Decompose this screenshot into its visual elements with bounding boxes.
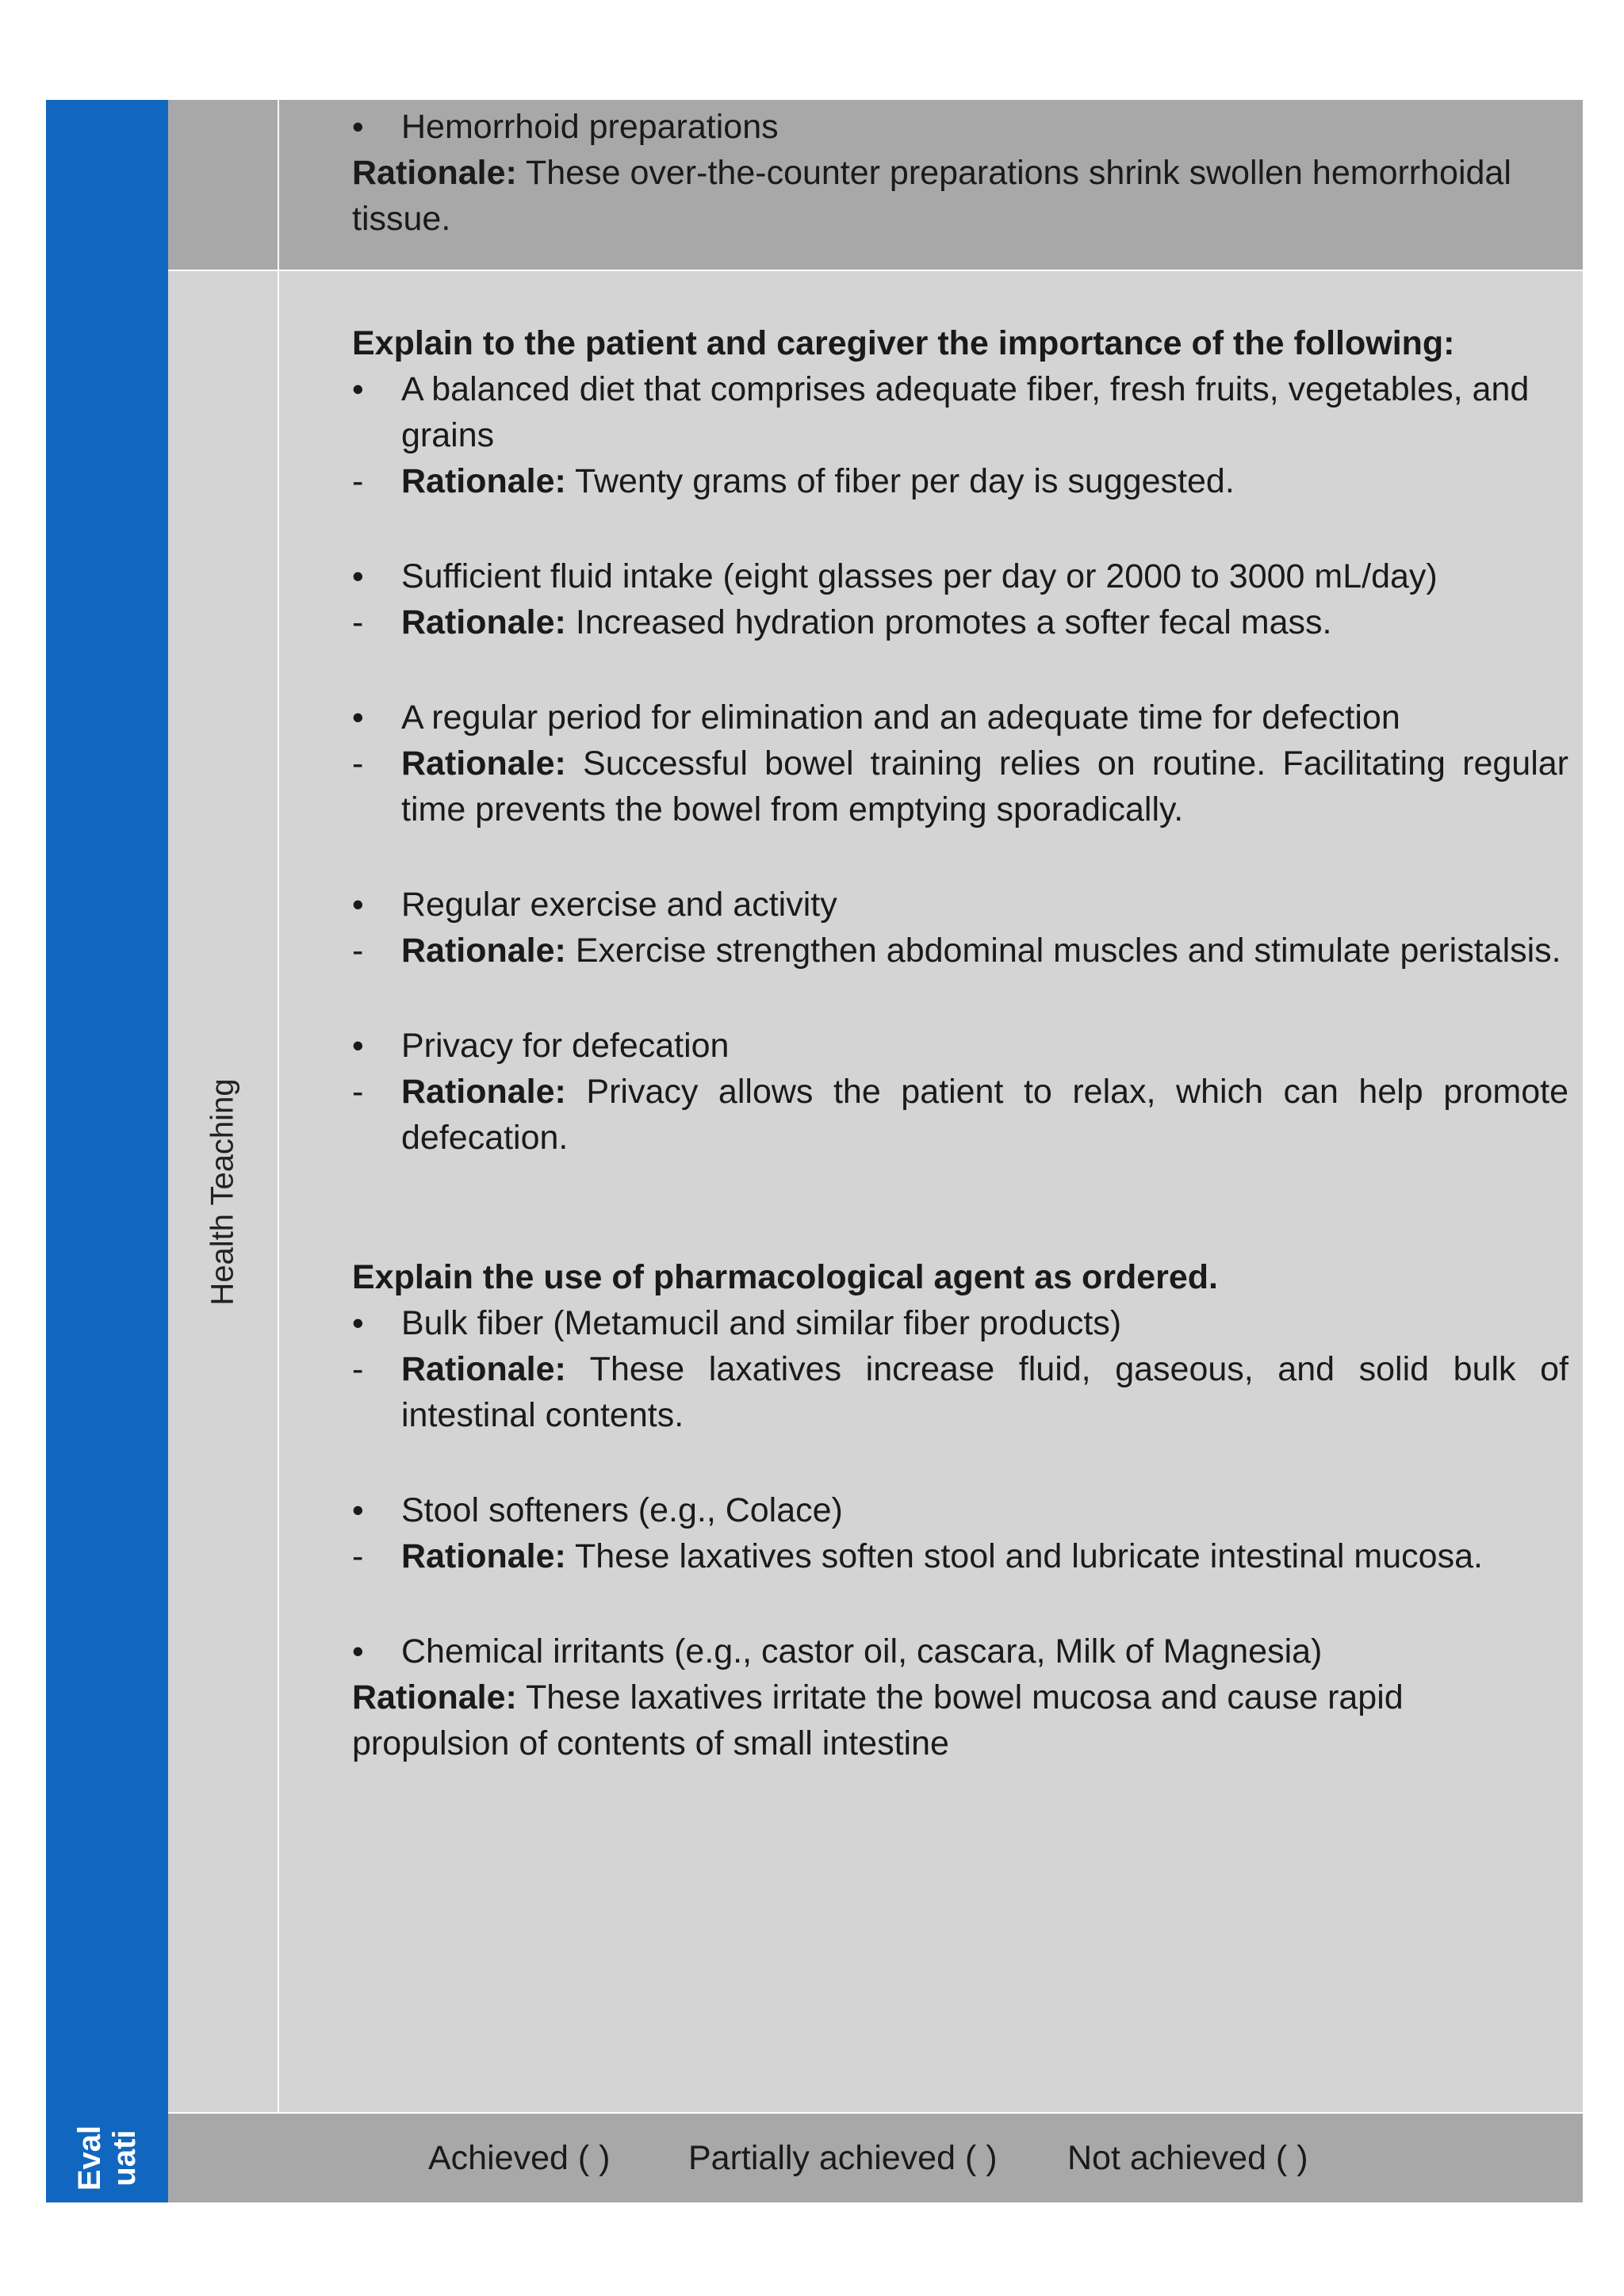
rationale: - Rationale: These laxatives increase fluid, gaseous, and solid bulk of intestinal contents. [352, 1346, 1568, 1438]
row-divider [168, 270, 1583, 271]
health-teaching-label [168, 271, 278, 2113]
list-item: • Hemorrhoid preparations [352, 104, 1568, 150]
rationale: - Rationale: Privacy allows the patient to relax, which can help promote defecation. [352, 1069, 1568, 1161]
rationale: - Rationale: These laxatives soften stool and lubricate intestinal mucosa. [352, 1533, 1568, 1579]
rationale: Rationale: These laxatives irritate the bowel mucosa and cause rapid propulsion of contents of small intestine [352, 1678, 1404, 1762]
evaluation-sidebar-bar [46, 100, 168, 2202]
evaluation-options [168, 2114, 1583, 2202]
list-item: • Privacy for defecation [352, 1023, 1568, 1069]
rationale: - Rationale: Successful bowel training relies on routine. Facilitating regular time prevents the bowel from emptying sporadically. [352, 740, 1568, 832]
health-teaching-label-text: Health Teaching [205, 1078, 240, 1306]
not-achieved-option[interactable]: Not achieved ( ) [1067, 2138, 1308, 2177]
rationale: - Rationale: Increased hydration promotes a softer fecal mass. [352, 599, 1568, 645]
list-item: • A regular period for elimination and an adequate time for defection [352, 695, 1568, 740]
list-item: • Sufficient fluid intake (eight glasses per day or 2000 to 3000 mL/day) [352, 553, 1568, 599]
section-heading: Explain the use of pharmacological agent as ordered. [352, 1258, 1219, 1296]
list-item: • Chemical irritants (e.g., castor oil, cascara, Milk of Magnesia) [352, 1628, 1568, 1674]
list-item: • Bulk fiber (Metamucil and similar fiber products) [352, 1300, 1568, 1346]
list-item: • Stool softeners (e.g., Colace) [352, 1487, 1568, 1533]
partially-achieved-option[interactable]: Partially achieved ( ) [688, 2138, 998, 2177]
top-cell-content [352, 104, 1568, 242]
health-teaching-content [352, 320, 1568, 1766]
rationale: - Rationale: Twenty grams of fiber per day is suggested. [352, 458, 1568, 504]
rationale: - Rationale: Exercise strengthen abdominal muscles and stimulate peristalsis. [352, 928, 1568, 974]
evaluation-label-text: Eval uati [71, 2125, 142, 2191]
evaluation-section-label [46, 2113, 168, 2202]
achieved-option[interactable]: Achieved ( ) [428, 2138, 611, 2177]
list-item: • Regular exercise and activity [352, 882, 1568, 928]
rationale: Rationale: These over-the-counter preparations shrink swollen hemorrhoidal tissue. [352, 154, 1511, 238]
column-divider [278, 100, 279, 2114]
list-item: • A balanced diet that comprises adequate fiber, fresh fruits, vegetables, and grains [352, 366, 1568, 458]
side-column-top [168, 100, 278, 270]
section-heading: Explain to the patient and caregiver the importance of the following: [352, 324, 1455, 362]
